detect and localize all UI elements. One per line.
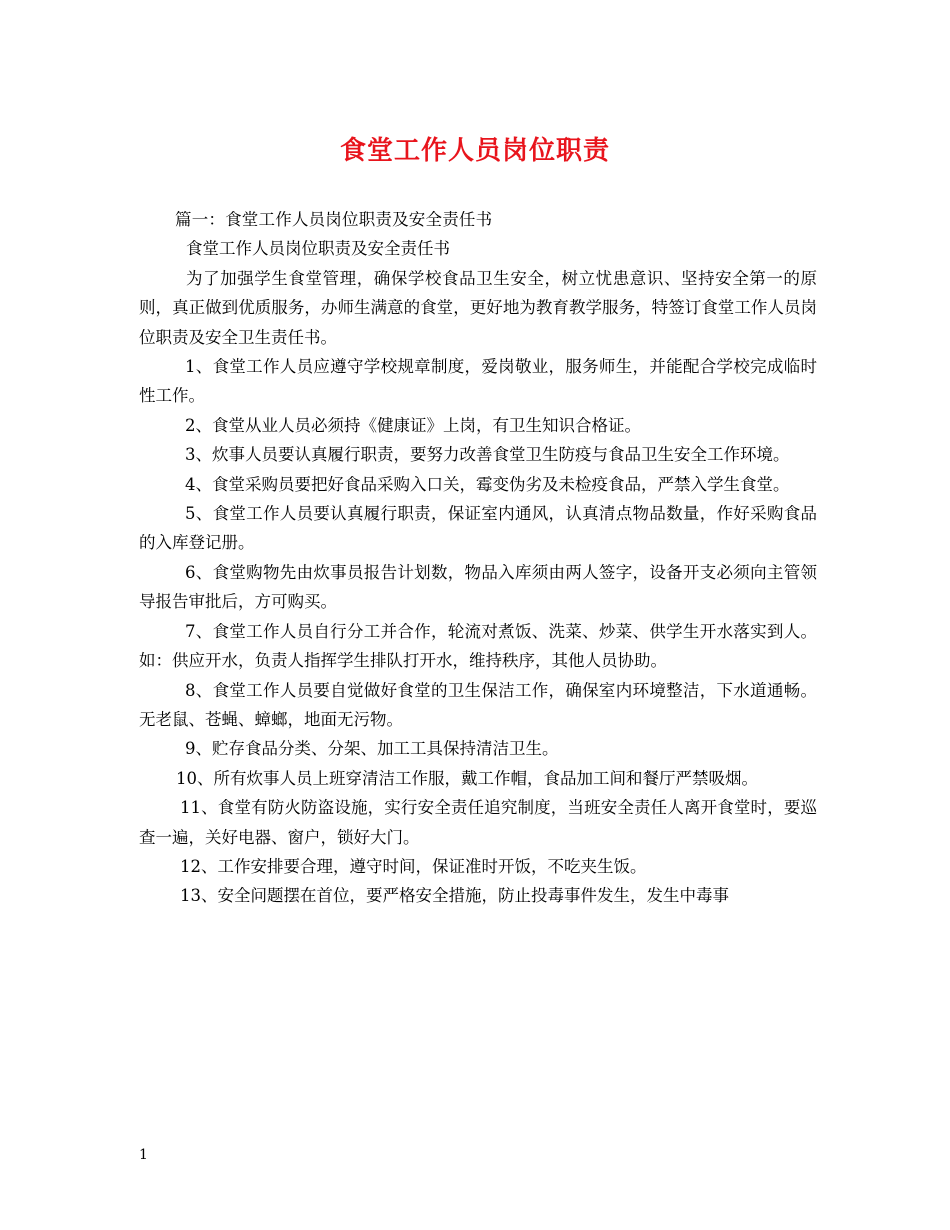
page-number: 1 — [139, 1147, 148, 1163]
list-item: 1、食堂工作人员应遵守学校规章制度，爱岗敬业，服务师生，并能配合学校完成临时性工作。 — [139, 357, 817, 406]
list-item: 7、食堂工作人员自行分工并合作，轮流对煮饭、洗菜、炒菜、供学生开水落实到人。如：供应开水，负责人指挥学生排队打开水，维持秩序，其他人员协助。 — [139, 621, 817, 671]
section-heading: 篇一：食堂工作人员岗位职责及安全责任书 — [175, 210, 493, 229]
list-item: 9、贮存食品分类、分架、加工工具保持清洁卫生。 — [185, 739, 559, 759]
list-item: 11、食堂有防火防盗设施，实行安全责任追究制度，当班安全责任人离开食堂时，要巡查一遍，关好电器、窗户，锁好大门。 — [139, 798, 817, 847]
list-item: 5、食堂工作人员要认真履行职责，保证室内通风，认真清点物品数量，作好采购食品的入库登记册。 — [139, 504, 817, 553]
list-item: 4、食堂采购员要把好食品采购入口关，霉变伪劣及未检疫食品，严禁入学生食堂。 — [185, 474, 790, 494]
list-item: 12、工作安排要合理，遵守时间，保证准时开饭，不吃夹生饭。 — [180, 856, 647, 876]
document-title: 食堂工作人员岗位职责 — [339, 136, 610, 166]
list-item: 13、安全问题摆在首位，要严格安全措施，防止投毒事件发生，发生中毒事 — [180, 886, 729, 906]
document-body — [139, 205, 817, 911]
list-item: 10、所有炊事人员上班穿清洁工作服，戴工作帽，食品加工间和餐厅严禁吸烟。 — [176, 768, 758, 788]
list-item: 2、食堂从业人员必须持《健康证》上岗，有卫生知识合格证。 — [185, 415, 641, 435]
sub-heading: 食堂工作人员岗位职责及安全责任书 — [186, 239, 450, 259]
list-item: 6、食堂购物先由炊事员报告计划数，物品入库须由两人签字，设备开支必须向主管领导报告审批后，方可购买。 — [139, 562, 817, 612]
list-item: 3、炊事人员要认真履行职责，要努力改善食堂卫生防疫与食品卫生安全工作环境。 — [185, 445, 790, 465]
intro-paragraph: 为了加强学生食堂管理，确保学校食品卫生安全，树立忧患意识、坚持安全第一的原则，真正做到优质服务，办师生满意的食堂，更好地为教育教学服务，特签订食堂工作人员岗位职责及安全卫生责任书。 — [139, 268, 817, 347]
list-item: 8、食堂工作人员要自觉做好食堂的卫生保洁工作，确保室内环境整洁，下水道通畅。无老鼠、苍蝇、蟑螂，地面无污物。 — [139, 680, 817, 729]
